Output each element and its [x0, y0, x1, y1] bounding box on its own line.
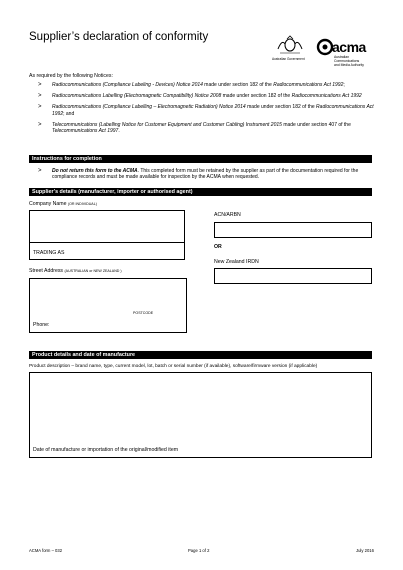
trading-as-field[interactable]: [29, 243, 185, 260]
postcode-label: POSTCODE: [133, 311, 154, 315]
street-address-label: Street Address (AUSTRALIAN or NEW ZEALAND ): [29, 268, 122, 274]
street-address-line-2[interactable]: [29, 293, 187, 319]
notice-item: > Radiocommunications (Compliance Labelling – Electromagnetic Radiation) Notice 2014 made under section 182 of the Radiocommunications Act 1992; and: [38, 104, 374, 117]
notice-item: > Telecommunications (Labelling Notice for Customer Equipment and Customer Cabling) Instrument 2015 made under section 407 of the Telecommunications Act 1997.: [38, 121, 351, 135]
company-name-field[interactable]: [29, 210, 185, 243]
phone-field[interactable]: [29, 318, 187, 333]
section-header-supplier: Supplier’s details (manufacturer, importer or authorised agent): [29, 188, 372, 196]
nz-irdn-field[interactable]: [214, 268, 372, 284]
gov-caption: Australian Government: [272, 57, 305, 61]
phone-label: Phone:: [33, 322, 50, 328]
page-title: Supplier’s declaration of conformity: [29, 31, 209, 43]
footer-form-id: ACMA form – 032: [29, 548, 63, 553]
section-header-instructions: Instructions for completion: [29, 155, 372, 163]
trading-as-label: TRADING AS: [33, 250, 65, 256]
acma-wordmark: acma: [332, 39, 366, 55]
product-row-3[interactable]: [29, 401, 372, 416]
product-row-1[interactable]: [29, 372, 372, 388]
street-address-line-1[interactable]: [29, 278, 187, 294]
or-label: OR: [214, 244, 222, 250]
notice-item: > Radiocommunications Labelling (Electromagnetic Compatibility) Notice 2008 made under section 182 of the Radiocommunications Act 1992: [38, 93, 362, 100]
acn-arbn-label: ACN/ARBN: [214, 212, 241, 218]
notices-list: [38, 82, 378, 139]
arrow-bullet-icon: >: [38, 168, 42, 174]
product-row-2[interactable]: [29, 387, 372, 402]
intro-text: As required by the following Notices:: [29, 73, 113, 79]
product-description-label: Product description – brand name, type, current model, lot, batch or serial number (if available), software/firmware version (if applicable): [29, 364, 318, 369]
notice-item: > Radiocommunications (Compliance Labeling - Devices) Notice 2014 made under section 182 of the Radiocommunications Act 1992;: [38, 82, 345, 88]
date-of-manufacture-field[interactable]: [29, 442, 372, 458]
logo-group: [270, 35, 380, 75]
footer-page-number: Page 1 of 2: [188, 548, 210, 553]
arrow-bullet-icon: >: [38, 82, 42, 88]
arrow-bullet-icon: >: [38, 121, 42, 128]
nz-irdn-label: New Zealand IRDN: [214, 259, 259, 265]
arrow-bullet-icon: >: [38, 93, 42, 100]
section-header-product: Product details and date of manufacture: [29, 351, 372, 359]
product-row-4[interactable]: [29, 415, 372, 430]
date-of-manufacture-label: Date of manufacture or importation of the original/modified item: [33, 447, 179, 453]
product-row-5[interactable]: [29, 429, 372, 443]
acn-arbn-field[interactable]: [214, 222, 372, 238]
footer-date: July 2016: [356, 548, 374, 553]
instruction-text: > Do not return this form to the ACMA. This completed form must be retained by the supplier as part of the documentation required for the compliance records and must be made available for inspection by the ACMA when requested.: [38, 168, 359, 180]
company-name-label: Company Name (OR INDIVIDUAL): [29, 201, 97, 207]
arrow-bullet-icon: >: [38, 104, 42, 111]
acma-subtitle: Australian Communications and Media Authority: [334, 55, 364, 67]
